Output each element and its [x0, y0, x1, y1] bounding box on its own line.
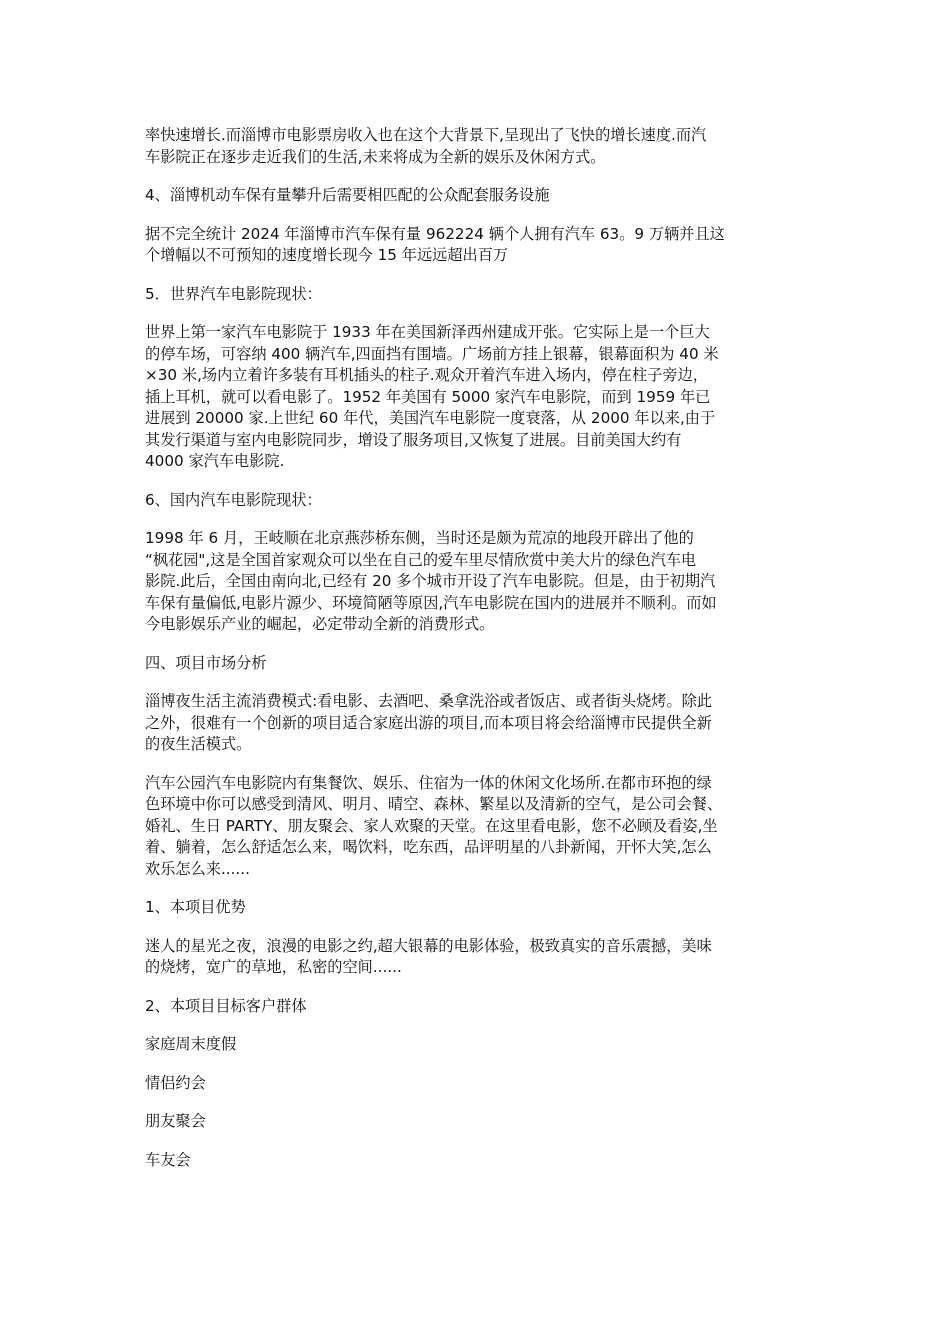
list-item-family: 家庭周末度假	[145, 1035, 237, 1053]
paragraph-domestic-status: 1998 年 6 月，王岐顺在北京燕莎桥东侧，当时还是颇为荒凉的地段开辟出了他的 “枫花园",这是全国首家观众可以坐在自己的爱车里尽情欣赏中美大片的绿色汽车电 影院.此后，全国由南向北,已经有 20 多个城市开设了汽车电影院。但是，由于初期汽 车保有量偏低,电影片源少、环境简陋等原因,汽车电影院在国内的进展并不顺利。而如 今电影娱乐产业的崛起，必定带动全新的消费形式。	[145, 529, 717, 633]
document-body	[145, 125, 810, 1188]
heading-world-status: 5．世界汽车电影院现状：	[145, 284, 322, 303]
heading-vehicle-ownership: 4、淄博机动车保有量攀升后需要相匹配的公众配套服务设施	[145, 186, 550, 204]
paragraph-world-status: 世界上第一家汽车电影院于 1933 年在美国新泽西州建成开张。它实际上是一个巨大 的停车场，可容纳 400 辆汽车,四面挡有围墙。广场前方挂上银幕，银幕面积为 40 米 ×30 米,场内立着许多装有耳机插头的柱子.观众开着汽车进入场内，停在柱子旁边， 插上耳机，就可以看电影了。1952 年美国有 5000 家汽车电影院，而到 1959 年已 进展到 20000 家.上世纪 60 年代，美国汽车电影院一度衰落，从 2000 年以来,由于 其发行渠道与室内电影院同步，增设了服务项目,又恢复了进展。目前美国大约有 4000 家汽车电影院.	[145, 323, 719, 470]
list-item-car-club: 车友会	[145, 1150, 191, 1169]
list-item-friends: 朋友聚会	[145, 1112, 206, 1130]
paragraph-car-park: 汽车公园汽车电影院内有集餐饮、娱乐、住宿为一体的休闲文化场所.在都市环抱的绿 色环境中你可以感受到清风、明月、晴空、森林、繁星以及清新的空气，是公司会餐、 婚礼、生日 PARTY、朋友聚会、家人欢聚的天堂。在这里看电影，您不必顾及看姿,坐 着、躺着，怎么舒适怎么来，喝饮料，吃东西，品评明星的八卦新闻，开怀大笑,怎么 欢乐怎么来......	[145, 773, 723, 878]
heading-advantages: 1、本项目优势	[145, 898, 246, 916]
paragraph-advantages: 迷人的星光之夜，浪漫的电影之约,超大银幕的电影体验，极致真实的音乐震撼，美味 的烧烤，宽广的草地，私密的空间......	[145, 936, 712, 976]
heading-target-customers: 2、本项目目标客户群体	[145, 996, 307, 1015]
heading-market-analysis: 四、项目市场分析	[145, 653, 267, 672]
list-item-couples: 情侣约会	[145, 1073, 206, 1092]
paragraph-vehicle-stats: 据不完全统计 2024 年淄博市汽车保有量 962224 辆个人拥有汽车 63。9 万辆并且这 个增幅以不可预知的速度增长现今 15 年远远超出百万	[145, 224, 725, 264]
heading-domestic-status: 6、国内汽车电影院现状：	[145, 490, 322, 509]
paragraph-growth-intro: 率快速增长.而淄博市电影票房收入也在这个大背景下,呈现出了飞快的增长速度.而汽 车影院正在逐步走近我们的生活,未来将成为全新的娱乐及休闲方式。	[145, 126, 707, 166]
paragraph-nightlife: 淄博夜生活主流消费模式:看电影、去酒吧、桑拿洗浴或者饭店、或者街头烧烤。除此 之外，很难有一个创新的项目适合家庭出游的项目,而本项目将会给淄博市民提供全新 的夜生活模式。	[145, 692, 713, 753]
